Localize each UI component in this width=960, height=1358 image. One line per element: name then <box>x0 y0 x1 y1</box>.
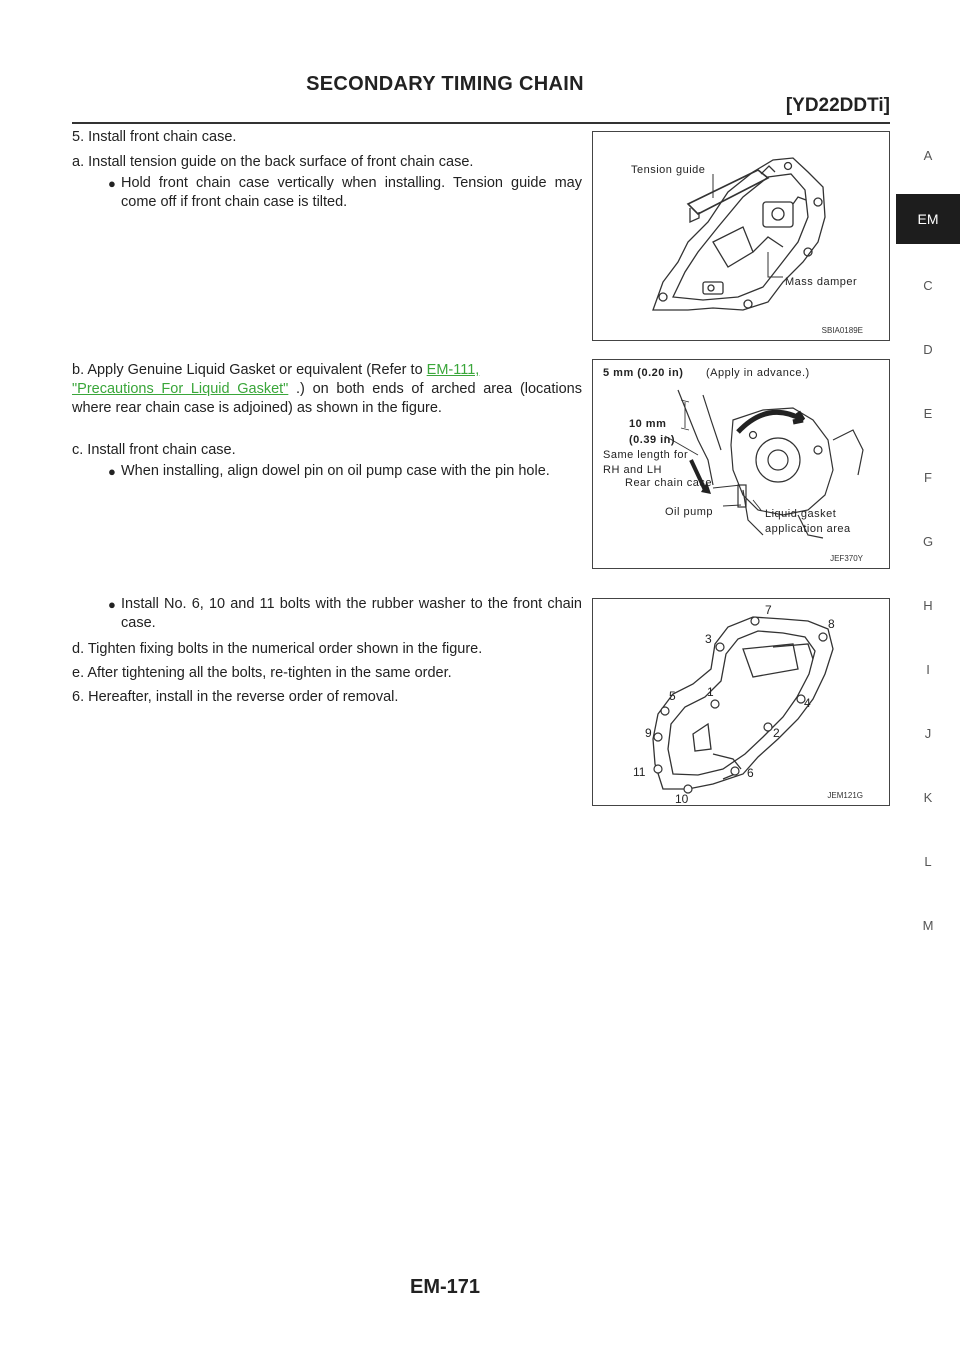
section-tab-k[interactable]: K <box>923 790 933 805</box>
section-tab-m[interactable]: M <box>922 918 934 933</box>
label-liquid-gasket: Liquid gasket <box>765 508 837 520</box>
page-title: SECONDARY TIMING CHAIN <box>306 73 584 95</box>
label-same-length: Same length for <box>603 449 689 461</box>
label-039in: (0.39 in) <box>629 434 676 446</box>
section-tab-c[interactable]: C <box>923 278 933 293</box>
label-apply: (Apply in advance.) <box>706 367 810 379</box>
label-5mm: 5 mm (0.20 in) <box>603 367 684 379</box>
section-tab-i[interactable]: I <box>926 662 930 677</box>
bolt-number: 8 <box>828 617 835 631</box>
bullet-icon: ● <box>108 597 116 612</box>
header-rule <box>72 122 890 124</box>
engine-code: [YD22DDTi] <box>785 95 890 116</box>
bolt-number: 1 <box>707 685 714 699</box>
figure-liquid-gasket <box>592 359 890 569</box>
section-tab-l[interactable]: L <box>924 854 932 869</box>
bolt-number: 6 <box>747 766 754 780</box>
section-tab-a[interactable]: A <box>923 148 933 163</box>
step-5c-bullet-1-text: When installing, align dowel pin on oil pump case with the pin hole. <box>121 463 550 479</box>
figure-bolt-order <box>592 598 890 806</box>
figure-code: JEF370Y <box>830 554 863 563</box>
figure-code: SBIA0189E <box>821 326 863 335</box>
section-tab-e[interactable]: E <box>923 406 933 421</box>
label-application-area: application area <box>765 523 851 535</box>
step-5a-bullet-text: Hold front chain case vertically when installing. Tension guide may come off if front chain case is tilted. <box>121 175 582 210</box>
bolt-number: 7 <box>765 603 772 617</box>
label-oil-pump: Oil pump <box>665 506 714 518</box>
bolt-number: 5 <box>669 689 676 703</box>
em-111-link[interactable]: EM-111, <box>426 362 480 378</box>
section-tab-g[interactable]: G <box>922 534 934 549</box>
step-5a: a. Install tension guide on the back surface of front chain case. <box>72 154 474 170</box>
precautions-link[interactable]: "Precautions For Liquid Gasket" <box>72 381 289 397</box>
section-tab-h[interactable]: H <box>923 598 933 613</box>
step-6: 6. Hereafter, install in the reverse order of removal. <box>72 689 399 705</box>
label-10mm: 10 mm <box>629 418 667 430</box>
section-index-sidebar <box>896 0 960 1358</box>
tension-guide-illustration <box>593 132 889 340</box>
label-tension-guide: Tension guide <box>631 164 706 176</box>
bolt-order-illustration <box>593 599 889 805</box>
liquid-gasket-illustration <box>593 360 889 568</box>
page-number: EM-171 <box>409 1276 481 1298</box>
step-5b-text: b. Apply Genuine Liquid Gasket or equivalent (Refer to <box>72 362 427 378</box>
step-5b <box>72 361 582 418</box>
figure-tension-guide <box>592 131 890 341</box>
bullet-icon: ● <box>108 464 116 479</box>
step-5e: e. After tightening all the bolts, re-tighten in the same order. <box>72 665 452 681</box>
step-5: 5. Install front chain case. <box>72 129 237 145</box>
step-5b-text-rest: .) on both ends of arched area (locations where rear chain case is adjoined) as shown in the figure. <box>72 381 582 416</box>
step-5c: c. Install front chain case. <box>72 442 236 458</box>
bolt-number: 3 <box>705 632 712 646</box>
label-rear-chain-case: Rear chain case <box>625 477 712 489</box>
label-rh-lh: RH and LH <box>603 464 662 476</box>
bolt-number: 10 <box>675 792 689 805</box>
bolt-number: 11 <box>633 765 646 779</box>
bolt-number: 2 <box>773 726 780 740</box>
step-5c-bullet-2-text: Install No. 6, 10 and 11 bolts with the rubber washer to the front chain case. <box>121 596 582 631</box>
section-tab-f[interactable]: F <box>924 470 932 485</box>
section-tab-j[interactable]: J <box>924 726 932 741</box>
step-5d: d. Tighten fixing bolts in the numerical order shown in the figure. <box>72 641 483 657</box>
bolt-number: 9 <box>645 726 652 740</box>
section-tab-d[interactable]: D <box>923 342 933 357</box>
bullet-icon: ● <box>108 176 116 191</box>
step-5c-bullet-1 <box>72 462 582 481</box>
label-mass-damper: Mass damper <box>785 276 858 288</box>
bolt-number: 4 <box>804 696 811 710</box>
step-5c-bullet-2 <box>72 595 582 633</box>
section-tab-em[interactable]: EM <box>896 194 960 244</box>
figure-code: JEM121G <box>827 791 863 800</box>
step-5a-bullet <box>72 174 582 212</box>
